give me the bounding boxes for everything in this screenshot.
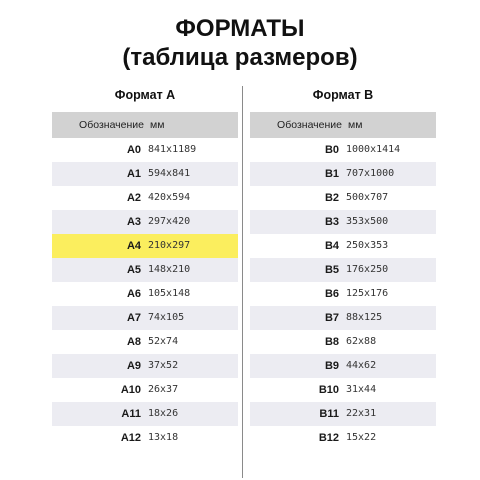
format-size-mm: 44x62 [346, 360, 377, 371]
format-size-mm: 1000x1414 [346, 144, 401, 155]
table-row [250, 258, 436, 282]
format-designation: A5 [126, 264, 141, 276]
format-designation: B11 [319, 408, 339, 420]
format-size-mm: 148x210 [148, 264, 191, 275]
format-b-header-row [250, 112, 436, 138]
table-row [52, 234, 238, 258]
column-divider [242, 86, 243, 478]
format-designation: A2 [126, 192, 141, 204]
table-row [250, 138, 436, 162]
format-designation: B3 [324, 216, 339, 228]
format-b-col-designation: Обозначение [277, 119, 342, 131]
format-designation: A7 [126, 312, 141, 324]
format-designation: B0 [324, 144, 339, 156]
format-size-mm: 353x500 [346, 216, 389, 227]
format-designation: B7 [324, 312, 339, 324]
table-row [250, 402, 436, 426]
format-size-mm: 74x105 [148, 312, 185, 323]
table-row [250, 210, 436, 234]
table-row [52, 282, 238, 306]
format-size-mm: 52x74 [148, 336, 179, 347]
format-size-mm: 420x594 [148, 192, 191, 203]
table-row [250, 330, 436, 354]
table-row [250, 162, 436, 186]
table-row [250, 186, 436, 210]
format-a-heading: Формат А [114, 88, 176, 102]
table-row [52, 258, 238, 282]
format-size-mm: 250x353 [346, 240, 389, 251]
table-row [52, 354, 238, 378]
table-row [250, 426, 436, 450]
format-size-mm: 125x176 [346, 288, 389, 299]
format-designation: A10 [120, 384, 141, 396]
format-designation: B1 [324, 168, 339, 180]
table-row [52, 306, 238, 330]
format-size-mm: 297x420 [148, 216, 191, 227]
table-row [52, 330, 238, 354]
format-size-mm: 22x31 [346, 408, 377, 419]
format-size-mm: 210x297 [148, 240, 191, 251]
table-row [52, 402, 238, 426]
format-size-mm: 88x125 [346, 312, 383, 323]
format-size-mm: 176x250 [346, 264, 389, 275]
format-size-mm: 62x88 [346, 336, 377, 347]
format-b-table [250, 86, 436, 450]
format-b-rows [250, 138, 436, 450]
format-size-mm: 500x707 [346, 192, 389, 203]
table-row [52, 186, 238, 210]
format-designation: B10 [318, 384, 339, 396]
format-designation: A8 [126, 336, 141, 348]
format-a-rows [52, 138, 238, 450]
format-designation: A3 [126, 216, 141, 228]
format-size-mm: 707x1000 [346, 168, 395, 179]
page-title [0, 14, 480, 72]
table-row [52, 210, 238, 234]
format-designation: A0 [126, 144, 141, 156]
table-row [52, 378, 238, 402]
format-designation: A12 [120, 432, 141, 444]
format-a-col-designation: Обозначение [79, 119, 144, 131]
format-designation: A11 [121, 408, 141, 420]
format-size-mm: 15x22 [346, 432, 377, 443]
format-b-heading: Формат В [312, 88, 374, 102]
format-designation: B12 [318, 432, 339, 444]
title-line-1: ФОРМАТЫ [175, 15, 305, 42]
table-row [250, 354, 436, 378]
format-designation: B2 [324, 192, 339, 204]
format-size-mm: 594x841 [148, 168, 191, 179]
format-designation: A6 [126, 288, 141, 300]
format-designation: A1 [126, 168, 141, 180]
format-size-mm: 37x52 [148, 360, 179, 371]
format-designation: B5 [324, 264, 339, 276]
format-size-mm: 31x44 [346, 384, 377, 395]
format-size-mm: 18x26 [148, 408, 179, 419]
table-row [52, 426, 238, 450]
format-size-mm: 13x18 [148, 432, 179, 443]
table-row [52, 162, 238, 186]
table-row [52, 138, 238, 162]
format-designation: B6 [324, 288, 339, 300]
table-row [250, 306, 436, 330]
format-designation: B4 [324, 240, 339, 252]
format-designation: A4 [126, 240, 141, 252]
format-designation: A9 [126, 360, 141, 372]
format-a-table [52, 86, 238, 450]
format-size-mm: 841x1189 [148, 144, 197, 155]
title-line-2: (таблица размеров) [122, 44, 358, 71]
table-row [250, 282, 436, 306]
table-row [250, 378, 436, 402]
format-designation: B9 [324, 360, 339, 372]
format-size-mm: 105x148 [148, 288, 191, 299]
format-size-mm: 26x37 [148, 384, 179, 395]
format-designation: B8 [324, 336, 339, 348]
table-row [250, 234, 436, 258]
format-a-col-mm: мм [150, 119, 165, 131]
format-b-col-mm: мм [348, 119, 363, 131]
format-a-header-row [52, 112, 238, 138]
